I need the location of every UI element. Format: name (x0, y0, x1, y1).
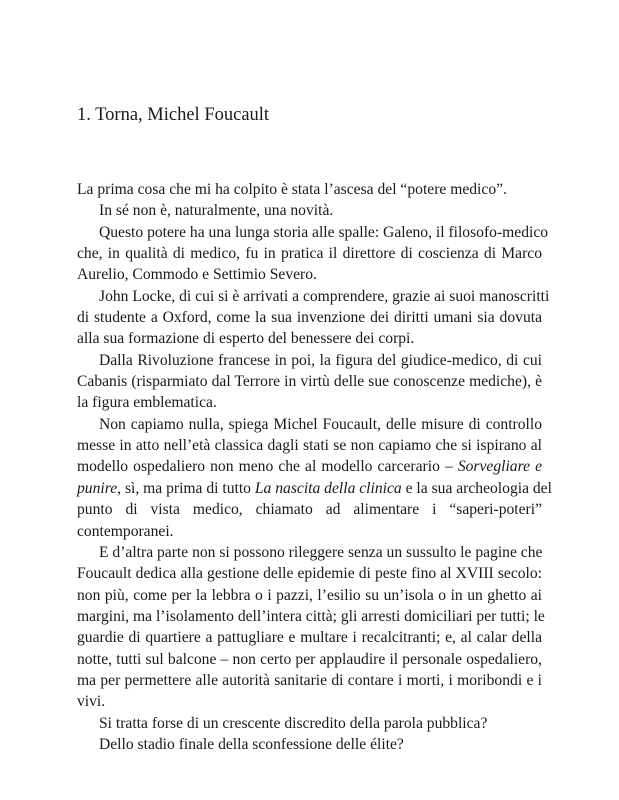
text-segment: alla sua formazione di esperto del benessere dei corpi. (77, 330, 415, 348)
paragraph (77, 350, 542, 414)
paragraph (77, 713, 542, 734)
text-segment: notte, tutti sul balcone – non certo per applaudire il personale ospedaliero, (77, 650, 542, 668)
text-line (77, 371, 542, 392)
text-segment: vivi. (77, 693, 106, 711)
text-line (77, 222, 549, 243)
text-line (77, 713, 542, 734)
text-line (77, 606, 545, 627)
text-segment: Aurelio, Commodo e Settimio Severo. (77, 266, 317, 284)
paragraph (77, 200, 542, 221)
text-segment: Foucault dedica alla gestione delle epidemie di peste fino al XVIII secolo: (77, 565, 542, 583)
text-segment: contemporanei. (77, 522, 174, 540)
text-line (77, 328, 542, 349)
body-text (77, 179, 552, 755)
text-line (77, 392, 542, 413)
text-segment: e la sua archeologia del (401, 479, 552, 497)
text-segment: punto di vista medico, chiamato ad alimentare i “saperi-poteri” (77, 501, 542, 519)
text-segment: , sì, ma prima di tutto (117, 479, 255, 497)
text-segment: margini, ma l’isolamento dell’intera città; gli arresti domiciliari per tutti; le (77, 607, 545, 625)
text-segment: non più, come per la lebbra o i pazzi, l’esilio su un’isola o in un ghetto ai (77, 586, 542, 604)
text-line (77, 456, 542, 477)
text-line (77, 435, 542, 456)
text-line (77, 563, 542, 584)
text-line (77, 734, 542, 755)
chapter-title: 1. Torna, Michel Foucault (77, 105, 270, 125)
text-segment: Dello stadio finale della sconfessione delle élite? (99, 735, 404, 753)
text-segment: messe in atto nell’età classica dagli stati se non capiamo che si ispirano al (77, 437, 542, 455)
text-segment: E d’altra parte non si possono rileggere senza un sussulto le pagine che (99, 543, 543, 561)
text-segment: Questo potere ha una lunga storia alle spalle: Galeno, il filosofo-medico (99, 223, 549, 241)
text-segment: John Locke, di cui si è arrivati a comprendere, grazie ai suoi manoscritti (99, 287, 550, 305)
text-line (77, 521, 542, 542)
text-segment: ma per permettere alle autorità sanitarie di contare i morti, i moribondi e i (77, 671, 542, 689)
italic-title: punire (77, 479, 118, 497)
text-segment: La prima cosa che mi ha colpito è stata l’ascesa del “potere medico”. (77, 181, 507, 198)
text-line (77, 478, 552, 499)
paragraph (77, 734, 542, 755)
italic-title: Sorvegliare e (457, 458, 543, 476)
text-line (77, 243, 542, 264)
paragraph (77, 542, 545, 713)
paragraph (77, 179, 542, 200)
text-segment: la figura emblematica. (77, 394, 217, 412)
text-line (77, 307, 542, 328)
text-line (77, 542, 542, 563)
text-line (77, 286, 550, 307)
text-segment: In sé non è, naturalmente, una novità. (99, 202, 334, 220)
text-line (77, 264, 542, 285)
italic-title: La nascita della clinica (254, 479, 402, 497)
paragraph (77, 286, 550, 350)
text-line (77, 179, 542, 200)
text-segment: di studente a Oxford, come la sua invenzione dei diritti umani sia dovuta (77, 309, 542, 327)
text-line (77, 499, 542, 520)
text-segment: Dalla Rivoluzione francese in poi, la figura del giudice-medico, di cui (99, 351, 542, 369)
text-line (77, 414, 542, 435)
text-segment: guardie di quartiere a pattugliare e multare i recalcitranti; e, al calar della (77, 629, 542, 647)
paragraph (77, 222, 549, 286)
text-line (77, 585, 542, 606)
text-segment: Si tratta forse di un crescente discredito della parola pubblica? (99, 714, 488, 732)
text-segment: che, in qualità di medico, fu in pratica il direttore di coscienza di Marco (77, 245, 542, 263)
text-line (77, 670, 542, 691)
text-line (77, 200, 542, 221)
text-segment: Non capiamo nulla, spiega Michel Foucault, delle misure di controllo (99, 415, 542, 433)
text-segment: Cabanis (risparmiato dal Terrore in virtù delle sue conoscenze mediche), è (77, 373, 542, 391)
text-line (77, 627, 542, 648)
text-line (77, 350, 542, 371)
text-line (77, 649, 542, 670)
text-line (77, 691, 542, 712)
paragraph (77, 414, 552, 542)
text-segment: modello ospedaliero non meno che al modello carcerario – (77, 458, 458, 476)
